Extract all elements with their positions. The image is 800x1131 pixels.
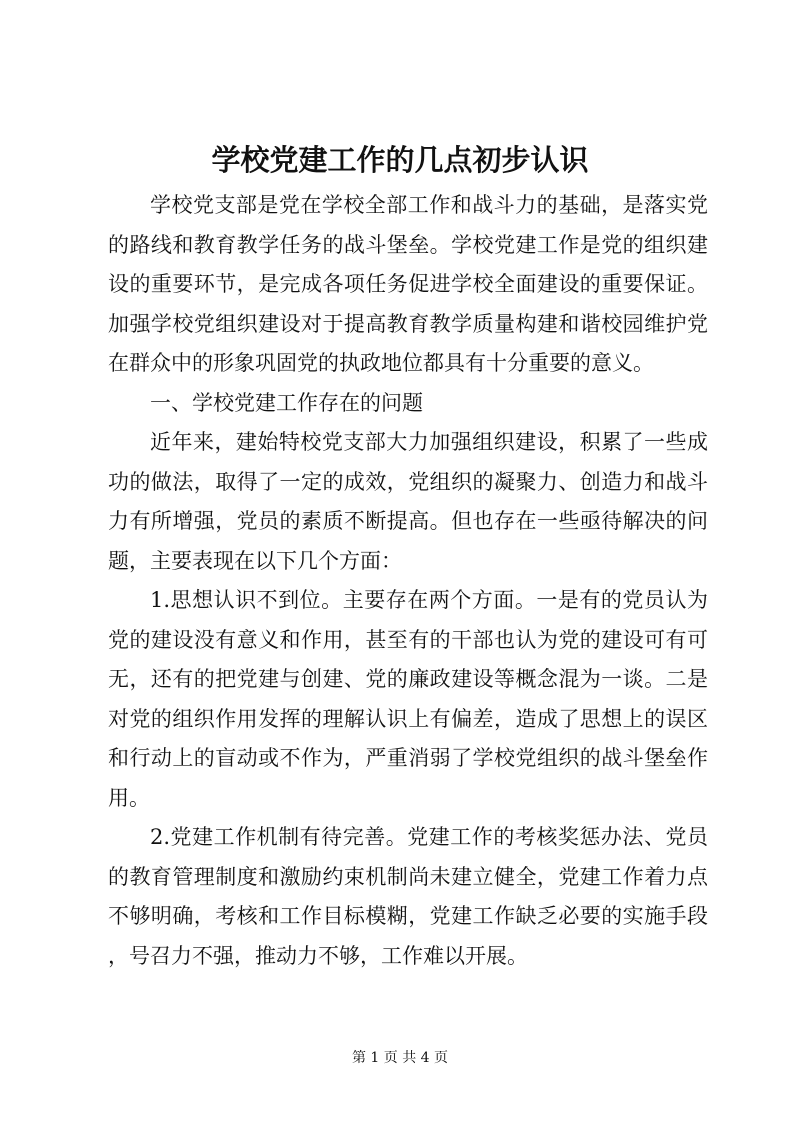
document-body [108,186,708,976]
paragraph-point-1: 1.思想认识不到位。主要存在两个方面。一是有的党员认为党的建设没有意义和作用，甚至有的干部也认为党的建设可有可无，还有的把党建与创建、党的廉政建设等概念混为一谈。二是对党的组织作用发挥的理解认识上有偏差，造成了思想上的误区和行动上的盲动或不作为，严重消弱了学校党组织的战斗堡垒作用。 [108,588,708,810]
paragraph-point-2: 2.党建工作机制有待完善。党建工作的考核奖惩办法、党员的教育管理制度和激励约束机制尚未建立健全，党建工作着力点不够明确，考核和工作目标模糊，党建工作缺乏必要的实施手段，号召力不强，推动力不够，工作难以开展。 [108,825,708,968]
paragraph-intro: 学校党支部是党在学校全部工作和战斗力的基础，是落实党的路线和教育教学任务的战斗堡垒。学校党建工作是党的组织建设的重要环节，是完成各项任务促进学校全面建设的重要保证。加强学校党组织建设对于提高教育教学质量构建和谐校园维护党在群众中的形象巩固党的执政地位都具有十分重要的意义。 [108,193,708,375]
document-title: 学校党建工作的几点初步认识 [211,143,589,177]
section-heading-problems: 一、学校党建工作存在的问题 [150,390,423,415]
page-footer: 第 1 页 共 4 页 [351,1050,449,1066]
paragraph-recent-years: 近年来，建始特校党支部大力加强组织建设，积累了一些成功的做法，取得了一定的成效，党组织的凝聚力、创造力和战斗力有所增强，党员的素质不断提高。但也存在一些亟待解决的问题，主要表现在以下几个方面： [108,430,708,573]
